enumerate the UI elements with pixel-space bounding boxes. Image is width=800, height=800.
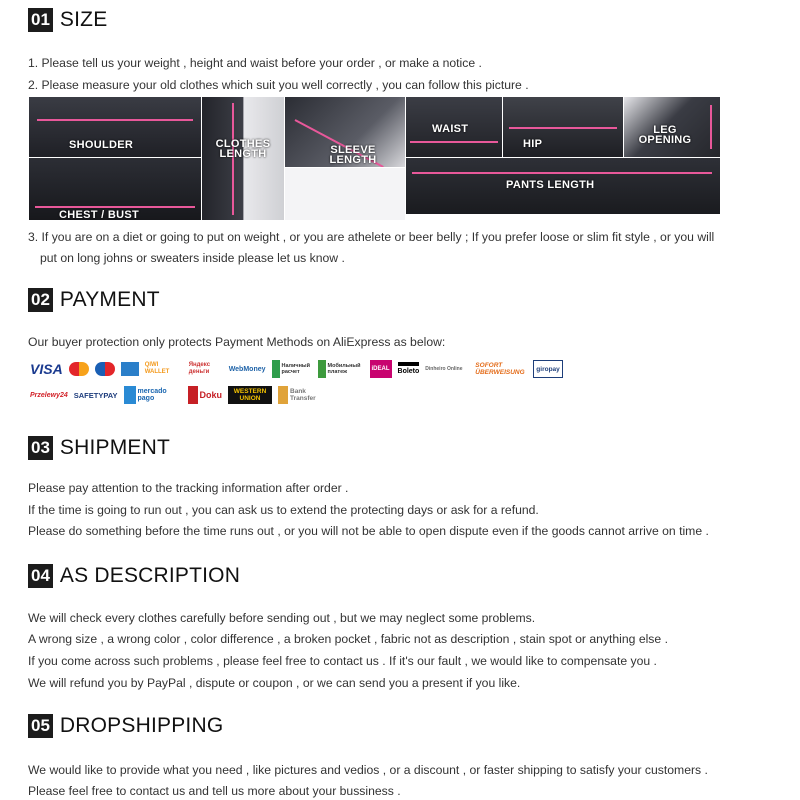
- size-line-2: 2. Please measure your old clothes which suit you well correctly , you can follow this picture .: [28, 78, 529, 92]
- safetypay-logo: SAFETYPAY: [73, 390, 118, 400]
- mercado-pago-logo: mercado pago: [124, 386, 182, 404]
- ideal-logo: iDEAL: [370, 360, 392, 378]
- blank-photo-area: [285, 168, 405, 220]
- shipment-line-3: Please do something before the time runs out , or you will not be able to open dispute even if the goods cannot arrive on time .: [28, 524, 709, 538]
- leg-opening-label: LEG OPENING: [638, 124, 692, 146]
- doku-logo: Doku: [188, 386, 223, 404]
- size-line-3a: 3. If you are on a diet or going to put on weight , or you are athelete or beer belly ; If you prefer loose or slim fit style , or you will: [28, 230, 715, 244]
- shipment-line-1: Please pay attention to the tracking information after order .: [28, 481, 349, 495]
- description-line-1: We will check every clothes carefully before sending out , but we may neglect some problems.: [28, 611, 536, 625]
- section-title: AS DESCRIPTION: [59, 564, 241, 587]
- chest-photo: [29, 158, 201, 220]
- mastercard-logo: [69, 360, 89, 378]
- section-title: SHIPMENT: [59, 436, 171, 459]
- maestro-logo: [95, 360, 115, 378]
- clothes-length-photo: [202, 97, 284, 220]
- yandex-money-logo: Яндекс деньги: [188, 362, 211, 375]
- clothes-length-label: CLOTHES LENGTH: [215, 138, 271, 160]
- leg-opening-photo: [624, 97, 720, 157]
- section-payment-header: [28, 288, 160, 312]
- payment-intro: Our buyer protection only protects Payment Methods on AliExpress as below:: [28, 335, 446, 349]
- section-description-header: [28, 564, 240, 588]
- section-number: 02: [28, 288, 53, 312]
- waist-photo: [406, 97, 502, 157]
- przelewy24-logo: Przelewy24: [30, 391, 68, 399]
- hip-photo: [503, 97, 623, 157]
- shoulder-photo: [29, 97, 201, 157]
- boleto-logo: Boleto: [398, 362, 420, 376]
- size-line-3b: put on long johns or sweaters inside please let us know .: [40, 251, 345, 265]
- description-line-3: If you come across such problems , please feel free to contact us . If it's our fault , we would like to compensate you .: [28, 654, 657, 668]
- payment-logos-row-1: [30, 360, 569, 378]
- dinheiro-online-logo: Dinheiro Online: [425, 366, 463, 372]
- section-number: 04: [28, 564, 53, 588]
- dropshipping-line-1: We would like to provide what you need , like pictures and vedios , or a discount , or faster shipping to satisfy your customers .: [28, 763, 708, 777]
- section-dropshipping-header: [28, 714, 223, 738]
- waist-label: WAIST: [432, 123, 469, 135]
- pants-length-photo: [406, 158, 720, 214]
- section-number: 01: [28, 8, 53, 32]
- hip-label: HIP: [523, 138, 543, 150]
- visa-logo: VISA: [30, 361, 63, 377]
- shoulder-label: SHOULDER: [69, 139, 134, 151]
- western-union-logo: WESTERN UNION: [228, 386, 272, 404]
- section-title: SIZE: [59, 8, 108, 31]
- chest-bust-label: CHEST / BUST: [59, 209, 139, 220]
- payment-logos-row-2: [30, 386, 324, 404]
- webmoney-logo: WebMoney: [228, 365, 266, 373]
- pants-length-label: PANTS LENGTH: [506, 179, 595, 191]
- amex-logo: [121, 360, 139, 378]
- giropay-logo: giropay: [533, 360, 562, 378]
- size-line-1: 1. Please tell us your weight , height and waist before your order , or make a notice .: [28, 56, 482, 70]
- section-size-header: [28, 8, 107, 32]
- section-title: DROPSHIPPING: [59, 714, 224, 737]
- section-shipment-header: [28, 436, 170, 460]
- shipment-line-2: If the time is going to run out , you can ask us to extend the protecting days or ask for a refund.: [28, 503, 539, 517]
- dropshipping-line-2: Please feel free to contact us and tell us more about your bussiness .: [28, 784, 401, 798]
- bank-transfer-logo: Bank Transfer: [278, 386, 318, 404]
- section-number: 03: [28, 436, 53, 460]
- sleeve-length-label: SLEEVE LENGTH: [329, 144, 377, 166]
- cash-payment-logo: Наличный расчет: [272, 360, 312, 378]
- section-title: PAYMENT: [59, 288, 160, 311]
- qiwi-wallet-logo: QIWI WALLET: [144, 362, 170, 375]
- mobile-payment-logo: Мобильный платеж: [318, 360, 364, 378]
- description-line-4: We will refund you by PayPal , dispute or coupon , or we can send you a present if you like.: [28, 676, 521, 690]
- sleeve-length-photo: [285, 97, 405, 167]
- section-number: 05: [28, 714, 53, 738]
- sofort-logo: SOFORT ÜBERWEISUNG: [475, 362, 525, 376]
- description-line-2: A wrong size , a wrong color , color difference , a broken pocket , fabric not as description , stain spot or anything else .: [28, 632, 668, 646]
